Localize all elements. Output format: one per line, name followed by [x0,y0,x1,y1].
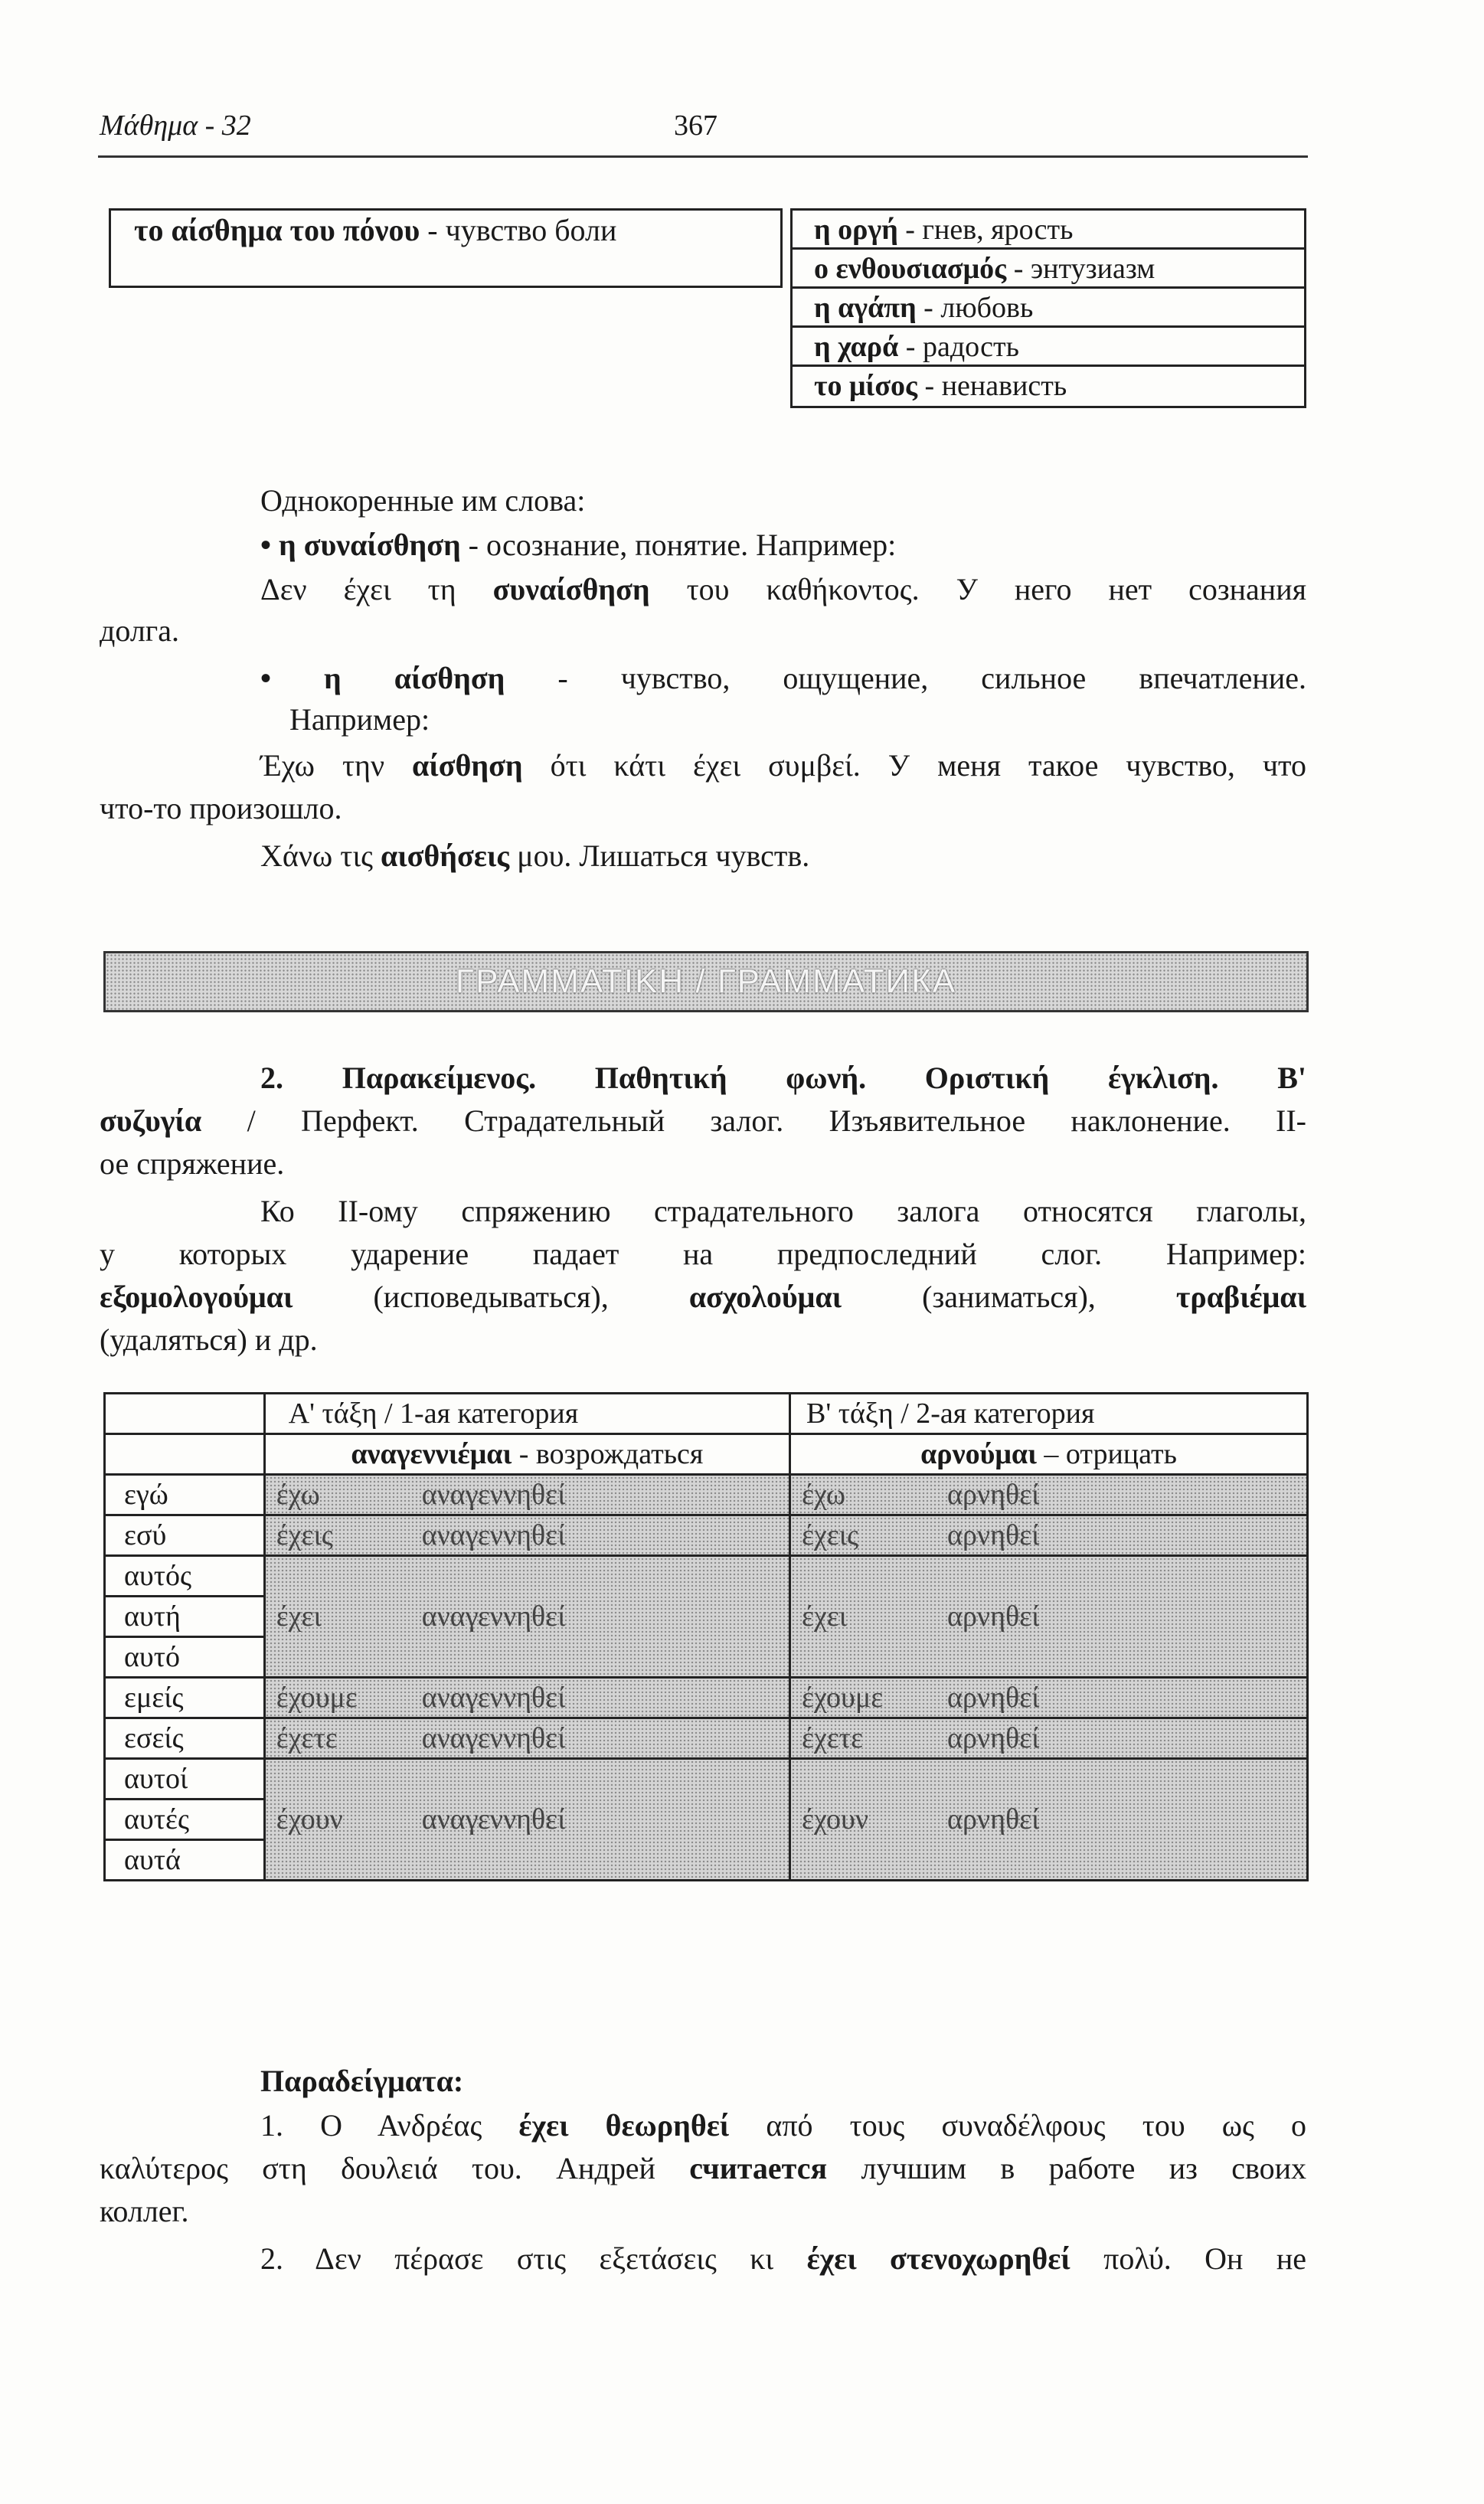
vocab-row: ο ενθουσιασμός - энтузиазм [793,250,1304,289]
table-row [105,1759,1308,1800]
example-1: 1. Ο Ανδρέας έχει θεωρηθεί από τους συναδέλφους του ως ο [260,2108,1306,2143]
table-row [105,1515,1308,1556]
form-cell: έχουμε αρνηθεί [790,1678,1308,1718]
form-cell: έχεις αναγεννηθεί [264,1515,789,1556]
table-row [105,1678,1308,1718]
table-blank [105,1434,265,1475]
form-cell: έχουμε αναγεννηθεί [264,1678,789,1718]
section-title-line2: συζυγία / Перфект. Страдательный залог. Изъявительное наклонение. II- [100,1103,1306,1138]
cognate-item-1: • η συναίσθηση - осознание, понятие. Например: [260,528,897,562]
vocab-row: η οργή - гнев, ярость [793,211,1304,250]
category-2-header: Β' τάξη / 2-ая категория [790,1394,1308,1434]
pronoun-cell: αυτές [105,1800,265,1840]
form-cell: έχει αρνηθεί [790,1556,1308,1678]
cognate-example-2: Έχω την αίσθηση ότι κάτι έχει συμβεί. У меня такое чувство, что [260,748,1306,783]
table-row [105,1718,1308,1759]
cognate-example-3: Χάνω τις αισθήσεις μου. Лишаться чувств. [260,838,810,873]
pronoun-cell: αυτοί [105,1759,265,1800]
pronoun-cell: εγώ [105,1475,265,1515]
pronoun-cell: εσύ [105,1515,265,1556]
examples-heading: Παραδείγματα: [260,2064,464,2098]
section-title: 2. Παρακείμενος. Παθητική φωνή. Οριστική έγκλιση. Β' [260,1061,1306,1095]
table-corner [105,1394,265,1434]
pronoun-cell: αυτά [105,1840,265,1881]
section-title-line3: ое спряжение. [100,1146,285,1181]
pronoun-cell: εσείς [105,1718,265,1759]
page-number: 367 [674,110,717,142]
vocab-row: το μίσος - ненависть [814,370,1067,402]
table-row [105,1434,1308,1475]
example-2: 2. Δεν πέρασε στις εξετάσεις κι έχει στενοχωρηθεί πολύ. Он не [260,2241,1307,2276]
form-cell: έχετε αρνηθεί [790,1718,1308,1759]
vocab-box-left [109,208,783,288]
form-cell: έχει αναγεννηθεί [264,1556,789,1678]
pronoun-cell: αυτό [105,1637,265,1678]
vocab-box-right [790,208,1306,408]
form-cell: έχω αρνηθεί [790,1475,1308,1515]
paragraph-line: у которых ударение падает на предпоследний слог. Например: [100,1237,1306,1271]
table-row [105,1475,1308,1515]
category-1-header: Α' τάξη / 1-ая категория [264,1394,789,1434]
grammar-banner: ΓΡΑΜΜΑΤΙΚΗ / ГРАММАТИКА [103,951,1309,1012]
pronoun-cell: εμείς [105,1678,265,1718]
vocab-row: η αγάπη - любовь [793,289,1304,328]
table-row [105,1394,1308,1434]
cognate-example-1-cont: долга. [100,613,179,648]
form-cell: έχουν αναγεννηθεί [264,1759,789,1881]
example-label: Например: [289,702,430,737]
paragraph-line: Ко II-ому спряжению страдательного залога относятся глаголы, [260,1194,1306,1228]
verb-1-header: αναγεννιέμαι - возрождаться [264,1434,789,1475]
cognate-example-1: Δεν έχει τη συναίσθηση του καθήκοντος. У него нет сознания [260,572,1306,606]
vocab-entry: το αίσθημα του πόνου - чувство боли [134,213,617,247]
form-cell: έχεις αρνηθεί [790,1515,1308,1556]
paragraph-line: εξομολογούμαι (исповедываться), ασχολούμαι (заниматься), τραβιέμαι [100,1280,1307,1314]
example-1-line2: καλύτερος στη δουλειά του. Андрей считается лучшим в работе из своих [100,2151,1306,2185]
example-1-line3: коллег. [100,2194,189,2228]
cognate-example-2-cont: что-то произошло. [100,791,342,825]
pronoun-cell: αυτή [105,1597,265,1637]
conjugation-table [103,1392,1309,1881]
form-cell: έχετε αναγεννηθεί [264,1718,789,1759]
form-cell: έχουν αρνηθεί [790,1759,1308,1881]
form-cell: έχω αναγεννηθεί [264,1475,789,1515]
paragraph-line: (удаляться) и др. [100,1322,318,1357]
lesson-label: Μάθημα - 32 [100,110,251,142]
header-rule [98,155,1308,158]
pronoun-cell: αυτός [105,1556,265,1597]
table-row [105,1556,1308,1597]
verb-2-header: αρνούμαι – отрицать [790,1434,1308,1475]
vocab-row: η χαρά - радость [793,328,1304,367]
cognate-item-2: • η αίσθηση - чувство, ощущение, сильное впечатление. [260,661,1306,695]
cognates-intro: Однокоренные им слова: [260,483,586,518]
